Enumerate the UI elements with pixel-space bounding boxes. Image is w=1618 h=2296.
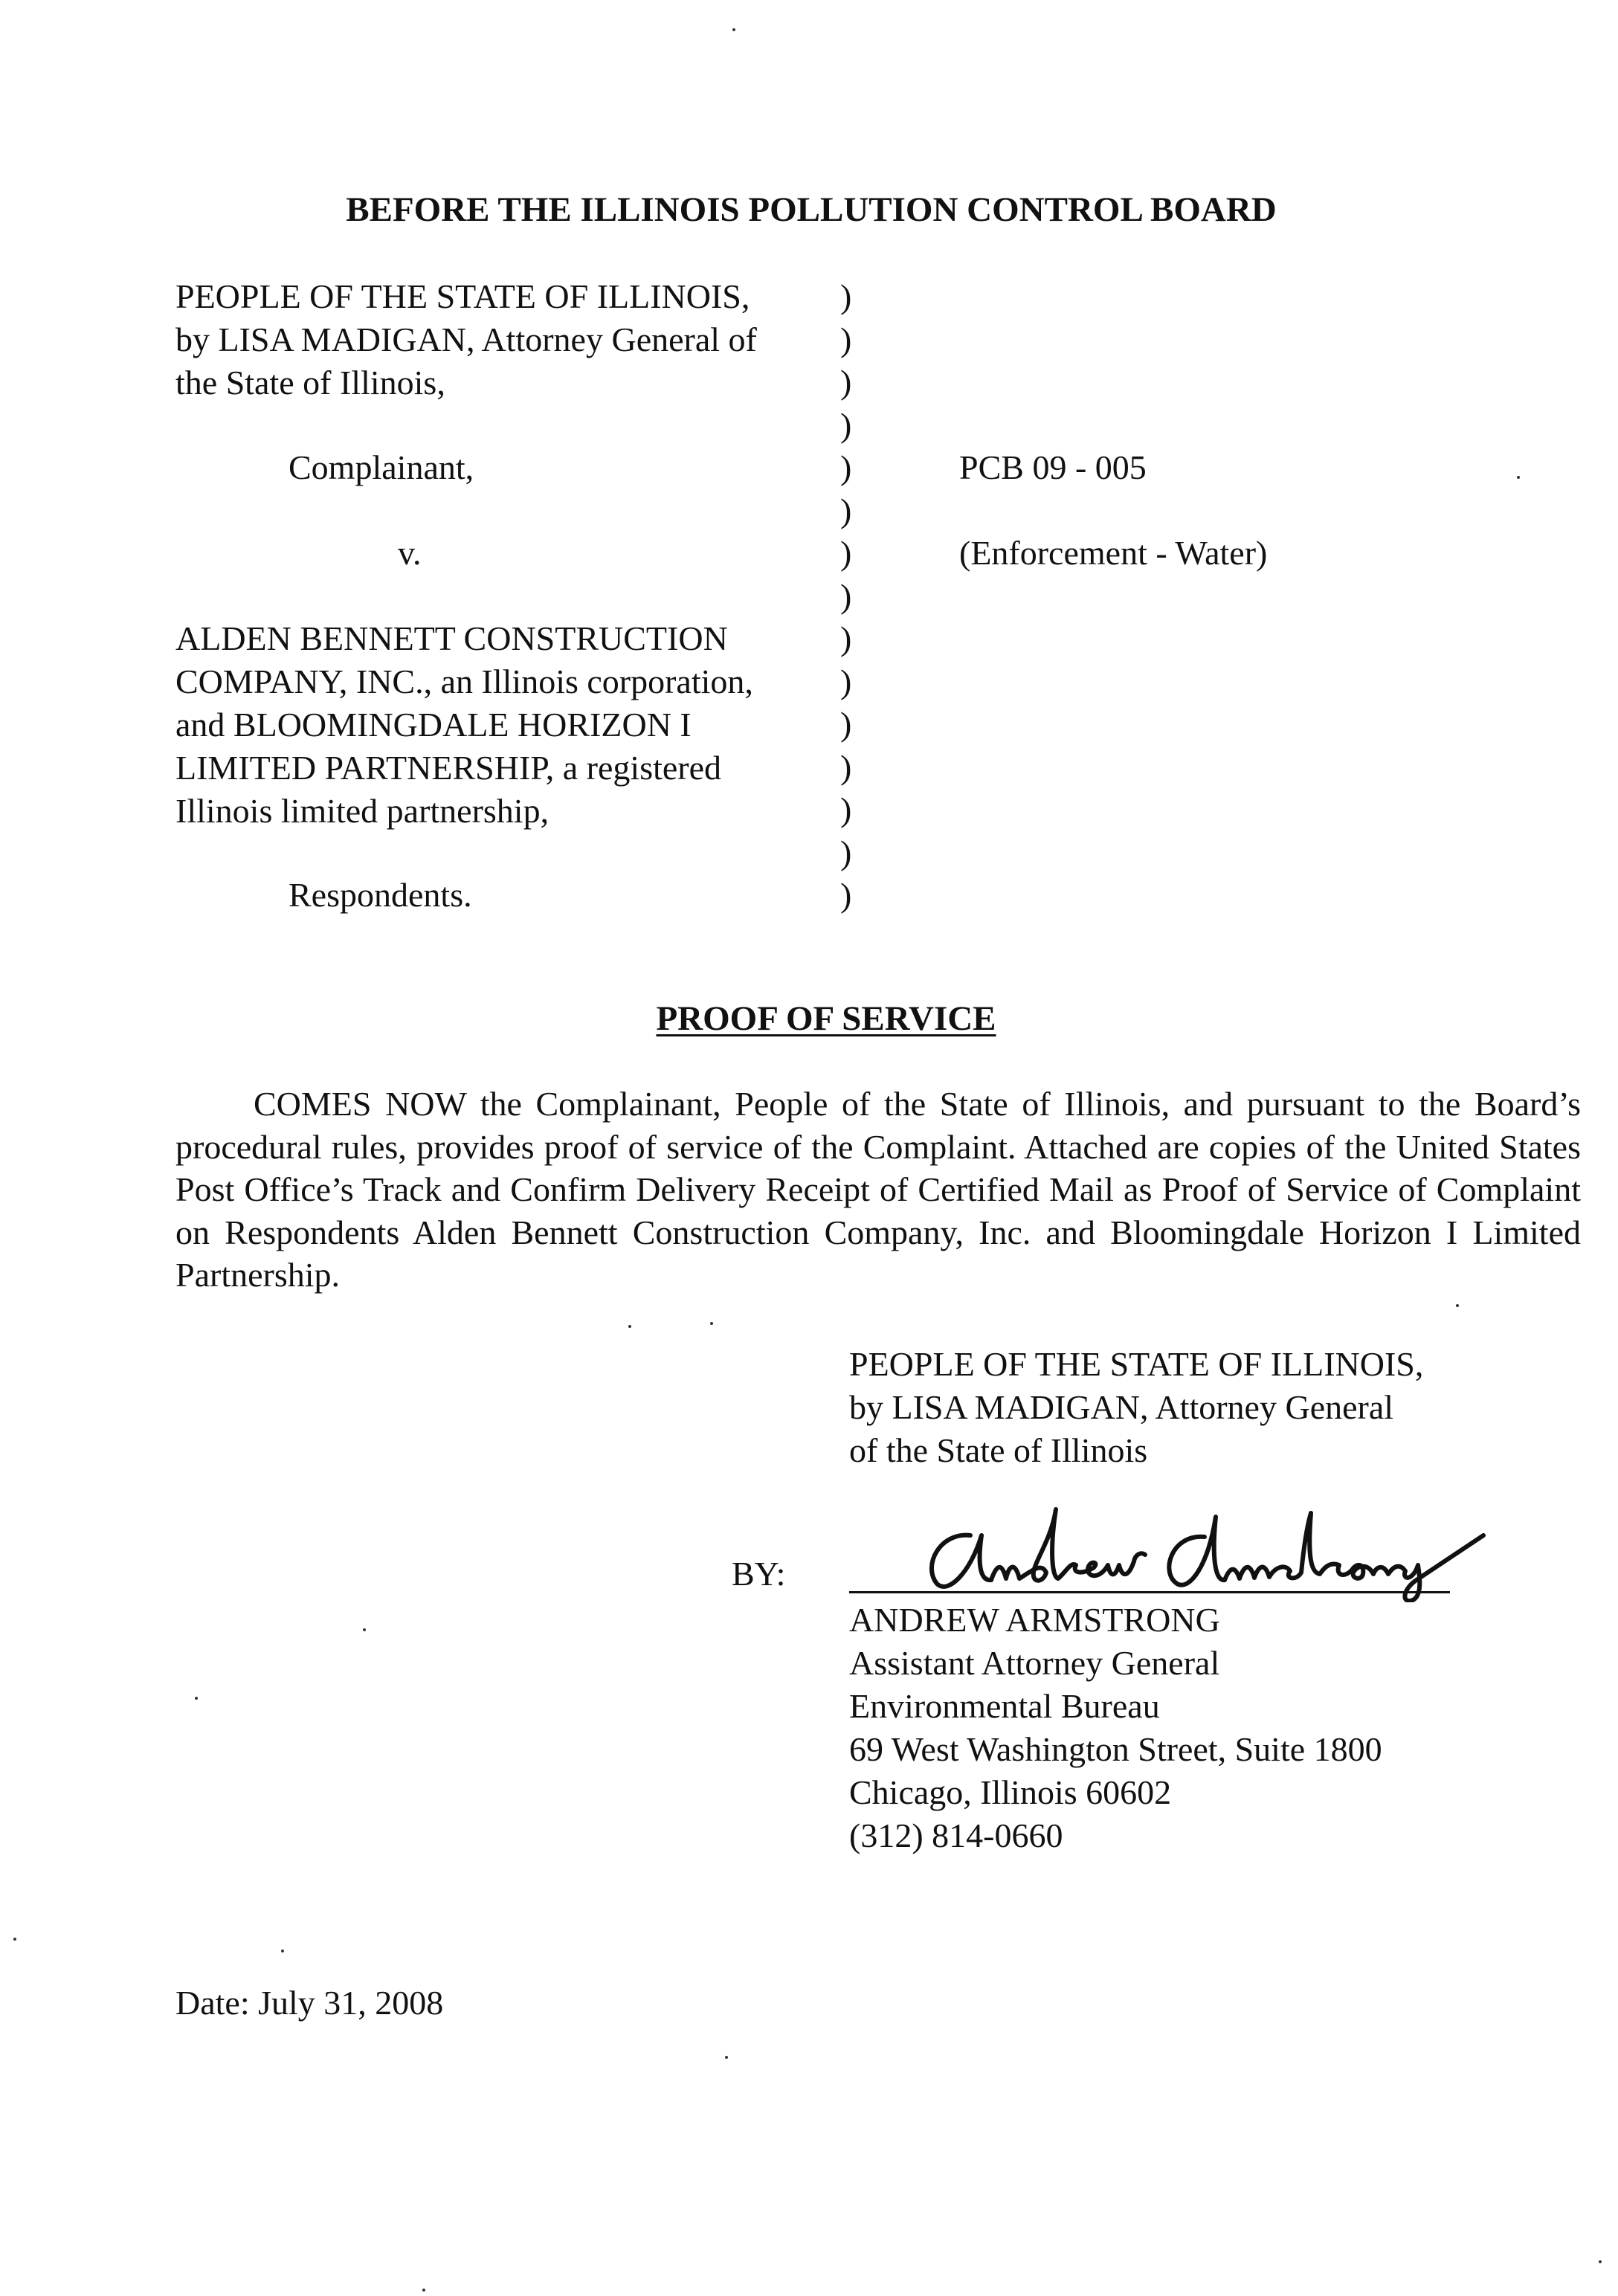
- handwritten-signature: [918, 1491, 1513, 1602]
- complainant-role: Complainant,: [289, 448, 474, 486]
- respondent-role: Respondents.: [289, 876, 472, 914]
- by-label: BY:: [732, 1555, 786, 1593]
- document-heading: BEFORE THE ILLINOIS POLLUTION CONTROL BOARD: [346, 190, 1277, 229]
- caption-paren: ): [840, 662, 852, 700]
- case-number: PCB 09 - 005: [959, 448, 1147, 486]
- caption-paren: ): [840, 619, 852, 657]
- scan-speck: [725, 2056, 728, 2059]
- caption-paren: ): [840, 705, 852, 743]
- scan-speck: [281, 1950, 284, 1952]
- caption-paren: ): [840, 448, 852, 486]
- caption-paren: ): [840, 876, 852, 914]
- scan-speck: [195, 1697, 198, 1700]
- scan-speck: [710, 1322, 713, 1325]
- scan-speck: [422, 2289, 425, 2292]
- caption-paren: ): [840, 405, 852, 444]
- signature-party: [849, 1343, 1423, 1472]
- respondent-party: [175, 617, 753, 833]
- body-text: COMES NOW the Complainant, People of the State of Illinois, and pursuant to the Board’s procedural rules, provides proof of service of the Complaint. Attached are copies of the United States Post Office’s Track and Confirm Delivery Receipt of Certified Mail as Proof of Service of Complaint on Respondents Alden Bennett Construction Company, Inc. and Bloomingdale Horizon I Limited Partnership.: [175, 1085, 1581, 1294]
- caption-paren: ): [840, 747, 852, 786]
- date-line: Date: July 31, 2008: [175, 1984, 444, 2022]
- caption-paren: ): [840, 790, 852, 828]
- signer-line: 69 West Washington Street, Suite 1800: [849, 1730, 1382, 1768]
- respondent-line: COMPANY, INC., an Illinois corporation,: [175, 662, 753, 700]
- caption-paren: ): [840, 576, 852, 615]
- proof-of-service-title: PROOF OF SERVICE: [656, 999, 996, 1038]
- caption-paren: ): [840, 320, 852, 358]
- versus-label: v.: [398, 534, 422, 572]
- complainant-line: PEOPLE OF THE STATE OF ILLINOIS,: [175, 277, 750, 315]
- scan-speck: [1599, 2260, 1602, 2263]
- caption-paren: ): [840, 491, 852, 529]
- respondent-line: ALDEN BENNETT CONSTRUCTION: [175, 619, 728, 657]
- complainant-party: [175, 275, 757, 404]
- caption-paren: ): [840, 833, 852, 871]
- scan-speck: [13, 1938, 16, 1941]
- signature-line: [849, 1591, 1450, 1593]
- respondent-line: LIMITED PARTNERSHIP, a registered: [175, 749, 722, 787]
- signer-line: Chicago, Illinois 60602: [849, 1773, 1172, 1811]
- signer-line: ANDREW ARMSTRONG: [849, 1601, 1220, 1639]
- case-type: (Enforcement - Water): [959, 534, 1268, 572]
- caption-parenthesis-column: [840, 275, 851, 917]
- scan-speck: [1517, 476, 1520, 479]
- scan-speck: [363, 1628, 366, 1631]
- caption-paren: ): [840, 534, 852, 572]
- signer-line: Environmental Bureau: [849, 1687, 1160, 1725]
- signer-line: (312) 814-0660: [849, 1816, 1063, 1854]
- scan-speck: [732, 28, 735, 31]
- respondent-line: and BLOOMINGDALE HORIZON I: [175, 706, 692, 744]
- signature-party-line: PEOPLE OF THE STATE OF ILLINOIS,: [849, 1345, 1424, 1383]
- caption-paren: ): [840, 363, 852, 401]
- scan-speck: [628, 1325, 631, 1328]
- signer-line: Assistant Attorney General: [849, 1644, 1220, 1682]
- body-paragraph: [175, 1083, 1581, 1297]
- complainant-line: the State of Illinois,: [175, 364, 445, 402]
- signature-party-line: by LISA MADIGAN, Attorney General: [849, 1388, 1394, 1426]
- signer-details: [849, 1599, 1382, 1857]
- respondent-line: Illinois limited partnership,: [175, 792, 549, 830]
- scan-speck: [1456, 1304, 1459, 1307]
- caption-paren: ): [840, 277, 852, 315]
- complainant-line: by LISA MADIGAN, Attorney General of: [175, 320, 757, 358]
- signature-party-line: of the State of Illinois: [849, 1431, 1148, 1469]
